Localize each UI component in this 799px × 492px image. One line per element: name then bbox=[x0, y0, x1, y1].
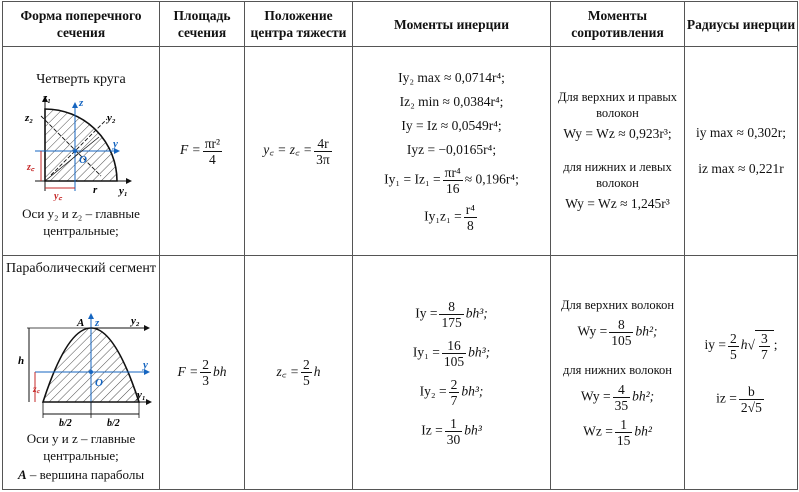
p-inertia-iy1-num: 16 bbox=[442, 338, 466, 354]
p-resistance-wy-bottom-num: 4 bbox=[613, 382, 631, 398]
inertia-iy1z1-den: 8 bbox=[466, 218, 474, 233]
p-resistance-wz-rhs: bh² bbox=[634, 423, 652, 439]
p-inertia-iz bbox=[421, 416, 482, 447]
parabolic-note-vertex-text: – вершина параболы bbox=[26, 467, 145, 482]
p-resistance-wy-bottom-rhs: bh²; bbox=[632, 388, 655, 404]
p-resistance-wy-top-num: 8 bbox=[609, 317, 633, 333]
header-inertia: Моменты инерции bbox=[353, 2, 551, 47]
header-row bbox=[3, 2, 798, 47]
inertia-iy-iz: Iy = Iz ≈ 0,0549r⁴; bbox=[401, 118, 502, 133]
fig2-label-y1: y₁ bbox=[137, 389, 146, 401]
p-inertia-iz-num: 1 bbox=[445, 416, 463, 432]
header-area: Площадь сечения bbox=[160, 2, 245, 47]
fig2-label-y: y bbox=[143, 359, 148, 371]
p-inertia-iy-num: 8 bbox=[439, 299, 463, 315]
centroid-num: 4r bbox=[314, 136, 332, 152]
p-inertia-iy-den: 175 bbox=[441, 314, 462, 330]
inertia-iyz: Iyz = −0,0165r⁴; bbox=[406, 142, 497, 157]
fig2-label-z: z bbox=[95, 317, 100, 329]
p-resistance-wy-top-den: 105 bbox=[611, 333, 632, 348]
centroid-den: 3π bbox=[316, 151, 330, 167]
p-radius-iy-h: h bbox=[740, 337, 748, 353]
fig1-label-y1: y₁ bbox=[119, 185, 128, 197]
p-radius-iy-lhs: iy = bbox=[704, 337, 727, 353]
quarter-circle-figure bbox=[21, 91, 146, 201]
parabolic-area-cell bbox=[160, 256, 245, 490]
quarter-circle-title: Четверть круга bbox=[36, 72, 126, 87]
p-area-rhs: bh bbox=[212, 363, 227, 379]
fig2-label-a: A bbox=[77, 317, 85, 329]
resistance-formula-top: Wy = Wz ≈ 0,923r³; bbox=[563, 126, 672, 141]
row-parabolic-segment bbox=[3, 256, 798, 490]
fig2-label-zc: z꜀ bbox=[33, 384, 40, 394]
inertia-iy1-rhs: ≈ 0,196r⁴; bbox=[464, 171, 519, 187]
parabolic-centroid-cell bbox=[245, 256, 353, 490]
quarter-circle-inertia-cell bbox=[353, 47, 551, 256]
parabolic-title: Параболический сегмент bbox=[6, 261, 156, 276]
area-num: πr² bbox=[204, 135, 221, 151]
p-inertia-iy-rhs: bh³; bbox=[465, 305, 488, 321]
p-resistance-text-bottom: для нижних волокон bbox=[562, 363, 672, 377]
fig1-label-r: r bbox=[93, 184, 98, 196]
p-resistance-wz-num: 1 bbox=[615, 417, 633, 433]
fig1-label-z2: z₂ bbox=[25, 112, 34, 124]
p-resistance-text-top: Для верхних волокон bbox=[560, 298, 675, 312]
sqrt-sign: √ $\frac{3}{7}$ bbox=[748, 330, 774, 362]
quarter-circle-radii-cell bbox=[685, 47, 798, 256]
fig1-label-y2: y₂ bbox=[107, 112, 116, 124]
p-radius-iy-snum: 3 bbox=[760, 331, 768, 346]
p-inertia-iy2-num: 2 bbox=[450, 376, 458, 392]
p-resistance-wy-bottom-den: 35 bbox=[614, 398, 629, 413]
fig2-label-h: h bbox=[18, 355, 25, 367]
parabolic-note-vertex-letter: A bbox=[17, 467, 27, 482]
centroid-lhs: y꜀ = z꜀ = bbox=[263, 142, 313, 158]
p-radius-iy-end: ; bbox=[773, 337, 778, 353]
inertia-iy1z1-num: r⁴ bbox=[465, 202, 475, 217]
p-resistance-wy-top bbox=[578, 317, 658, 348]
p-inertia-iy-lhs: Iy = bbox=[415, 305, 438, 321]
parabolic-shape-cell bbox=[3, 256, 160, 490]
parabolic-note-vertex bbox=[3, 466, 159, 483]
fig2-label-o: O bbox=[95, 377, 103, 389]
inertia-iy1z1-lhs: Iy₁z₁ = bbox=[424, 208, 462, 224]
inertia-iz2min: Iz₂ min ≈ 0,0384r⁴; bbox=[399, 94, 504, 109]
inertia-iy1-num: πr⁴ bbox=[444, 165, 461, 180]
header-radii: Радиусы инерции bbox=[685, 2, 798, 47]
p-inertia-iy2-den: 7 bbox=[450, 392, 458, 408]
parabolic-note-axes: Оси y и z – главные центральные; bbox=[26, 431, 136, 463]
fig1-label-zc: z꜀ bbox=[27, 162, 35, 173]
fig1-label-o: O bbox=[79, 154, 87, 166]
p-inertia-iy1-lhs: Iy₁ = bbox=[412, 344, 440, 360]
p-resistance-wy-top-rhs: bh²; bbox=[635, 323, 658, 339]
p-resistance-wy-bottom-lhs: Wy = bbox=[580, 388, 611, 404]
p-radius-iy bbox=[705, 330, 778, 362]
p-resistance-wz bbox=[583, 417, 652, 448]
fig2-label-b2-right: b/2 bbox=[107, 418, 120, 428]
section-properties-table bbox=[2, 1, 798, 490]
header-resistance: Моменты сопротивления bbox=[551, 2, 685, 47]
p-radius-iz-den: 2√5 bbox=[740, 400, 762, 415]
resistance-text-bottom: для нижних и левых волокон bbox=[563, 160, 672, 190]
radius-izmax: iz max ≈ 0,221r bbox=[698, 161, 784, 176]
p-resistance-wz-den: 15 bbox=[616, 433, 631, 448]
p-inertia-iy1-rhs: bh³; bbox=[468, 344, 491, 360]
fig2-label-y2: y₂ bbox=[131, 315, 140, 327]
quarter-circle-area-cell bbox=[160, 47, 245, 256]
inertia-iy1-den: 16 bbox=[445, 181, 460, 196]
inertia-iy1z1 bbox=[424, 202, 479, 233]
radius-iymax: iy max ≈ 0,302r; bbox=[696, 125, 786, 140]
p-inertia-iz-rhs: bh³ bbox=[464, 422, 482, 438]
header-centroid: Положение центра тяжести bbox=[245, 2, 353, 47]
resistance-formula-bottom: Wy = Wz ≈ 1,245r³ bbox=[565, 196, 670, 211]
inertia-iy2max: Iy₂ max ≈ 0,0714r⁴; bbox=[398, 70, 505, 85]
inertia-iy1-lhs: Iy₁ = Iz₁ = bbox=[384, 171, 441, 187]
area-lhs: F = bbox=[179, 142, 201, 158]
quarter-circle-resistance-cell bbox=[551, 47, 685, 256]
inertia-iy1-iz1 bbox=[384, 165, 519, 196]
p-inertia-iy2 bbox=[420, 377, 484, 408]
p-radius-iy-num: 2 bbox=[730, 330, 737, 346]
p-area-den: 3 bbox=[202, 373, 209, 388]
p-radius-iz-lhs: iz = bbox=[716, 390, 737, 406]
p-inertia-iy2-rhs: bh³; bbox=[461, 383, 484, 399]
fig1-label-yc: y꜀ bbox=[54, 191, 62, 201]
p-centroid-rhs: h bbox=[313, 363, 321, 379]
p-centroid-num: 2 bbox=[302, 357, 310, 372]
fig1-label-z1: z₁ bbox=[43, 92, 52, 104]
p-radius-iy-den: 5 bbox=[730, 346, 737, 362]
p-inertia-iy2-lhs: Iy₂ = bbox=[419, 383, 447, 399]
fig2-label-b2-left: b/2 bbox=[59, 418, 72, 428]
p-radius-iz bbox=[716, 384, 766, 415]
p-inertia-iz-den: 30 bbox=[446, 431, 461, 447]
parabolic-inertia-cell bbox=[353, 256, 551, 490]
quarter-circle-centroid-cell bbox=[245, 47, 353, 256]
p-inertia-iy bbox=[415, 299, 488, 330]
p-centroid-den: 5 bbox=[302, 373, 310, 388]
fig1-label-y: y bbox=[113, 138, 118, 150]
parabolic-resistance-cell bbox=[551, 256, 685, 490]
quarter-circle-note: Оси y₂ и z₂ – главные центральные; bbox=[22, 206, 140, 238]
p-resistance-wz-lhs: Wz = bbox=[583, 423, 613, 439]
area-den: 4 bbox=[208, 151, 216, 167]
parabolic-radii-cell bbox=[685, 256, 798, 490]
parabolic-figure bbox=[15, 300, 153, 428]
p-area-num: 2 bbox=[202, 357, 209, 372]
p-resistance-wy-bottom bbox=[581, 382, 654, 413]
p-inertia-iz-lhs: Iz = bbox=[421, 422, 443, 438]
p-area-lhs: F = bbox=[177, 363, 199, 379]
p-radius-iz-num: b bbox=[739, 384, 764, 400]
header-shape: Форма поперечного сечения bbox=[3, 2, 160, 47]
fig1-label-z: z bbox=[79, 97, 84, 109]
row-quarter-circle bbox=[3, 47, 798, 256]
p-radius-iy-sden: 7 bbox=[760, 347, 768, 362]
p-resistance-wy-top-lhs: Wy = bbox=[577, 323, 608, 339]
p-inertia-iy1-den: 105 bbox=[443, 353, 465, 369]
resistance-text-top: Для верхних и правых волокон bbox=[557, 90, 678, 120]
quarter-circle-shape-cell bbox=[3, 47, 160, 256]
p-inertia-iy1 bbox=[413, 338, 490, 369]
p-centroid-lhs: z꜀ = bbox=[276, 363, 299, 379]
